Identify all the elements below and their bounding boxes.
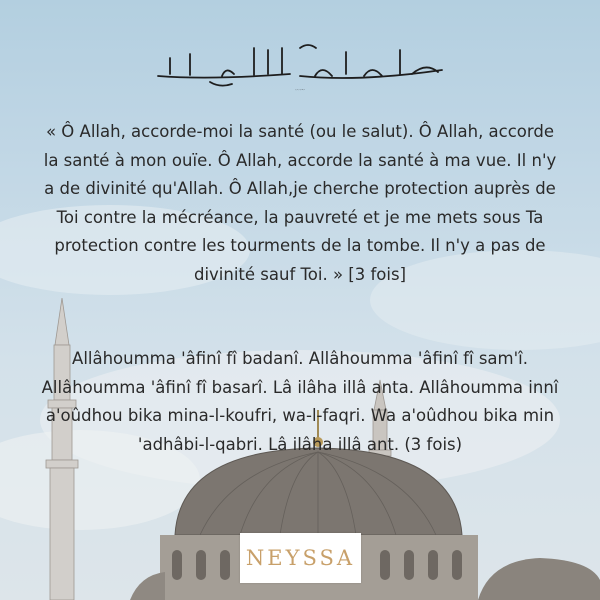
brand-logo xyxy=(240,533,361,583)
brand-logo-text: NEYSSA xyxy=(245,546,356,570)
basmala-calligraphy xyxy=(150,36,450,92)
svg-text:بسم الله الرحمن الرحيم: بسم الله الرحمن الرحيم xyxy=(294,90,306,91)
french-translation: « Ô Allah, accorde-moi la santé (ou le salut). Ô Allah, accorde la santé à mon ouïe. Ô Allah, accorde la santé à ma vue. Il n'y a de divinité qu'Allah. Ô Allah,je cherche protection auprès de Toi contre la mécréance, la pauvreté et je me mets sous Ta protection contre les tourments de la tombe. Il n'y a pas de divinité sauf Toi. » [3 fois] xyxy=(43,122,557,284)
transliteration: Allâhoumma 'âfinî fî badanî. Allâhoumma 'âfinî fî sam'î. Allâhoumma 'âfinî fî basarî. Lâ ilâha illâ anta. Allâhoumma innî a'oûdhou bika mina-l-koufri, wa-l-faqri. Wa a'oûdhou bika min 'adhâbi-l-qabri. Lâ ilâha illâ ant. (3 fois) xyxy=(41,349,559,454)
